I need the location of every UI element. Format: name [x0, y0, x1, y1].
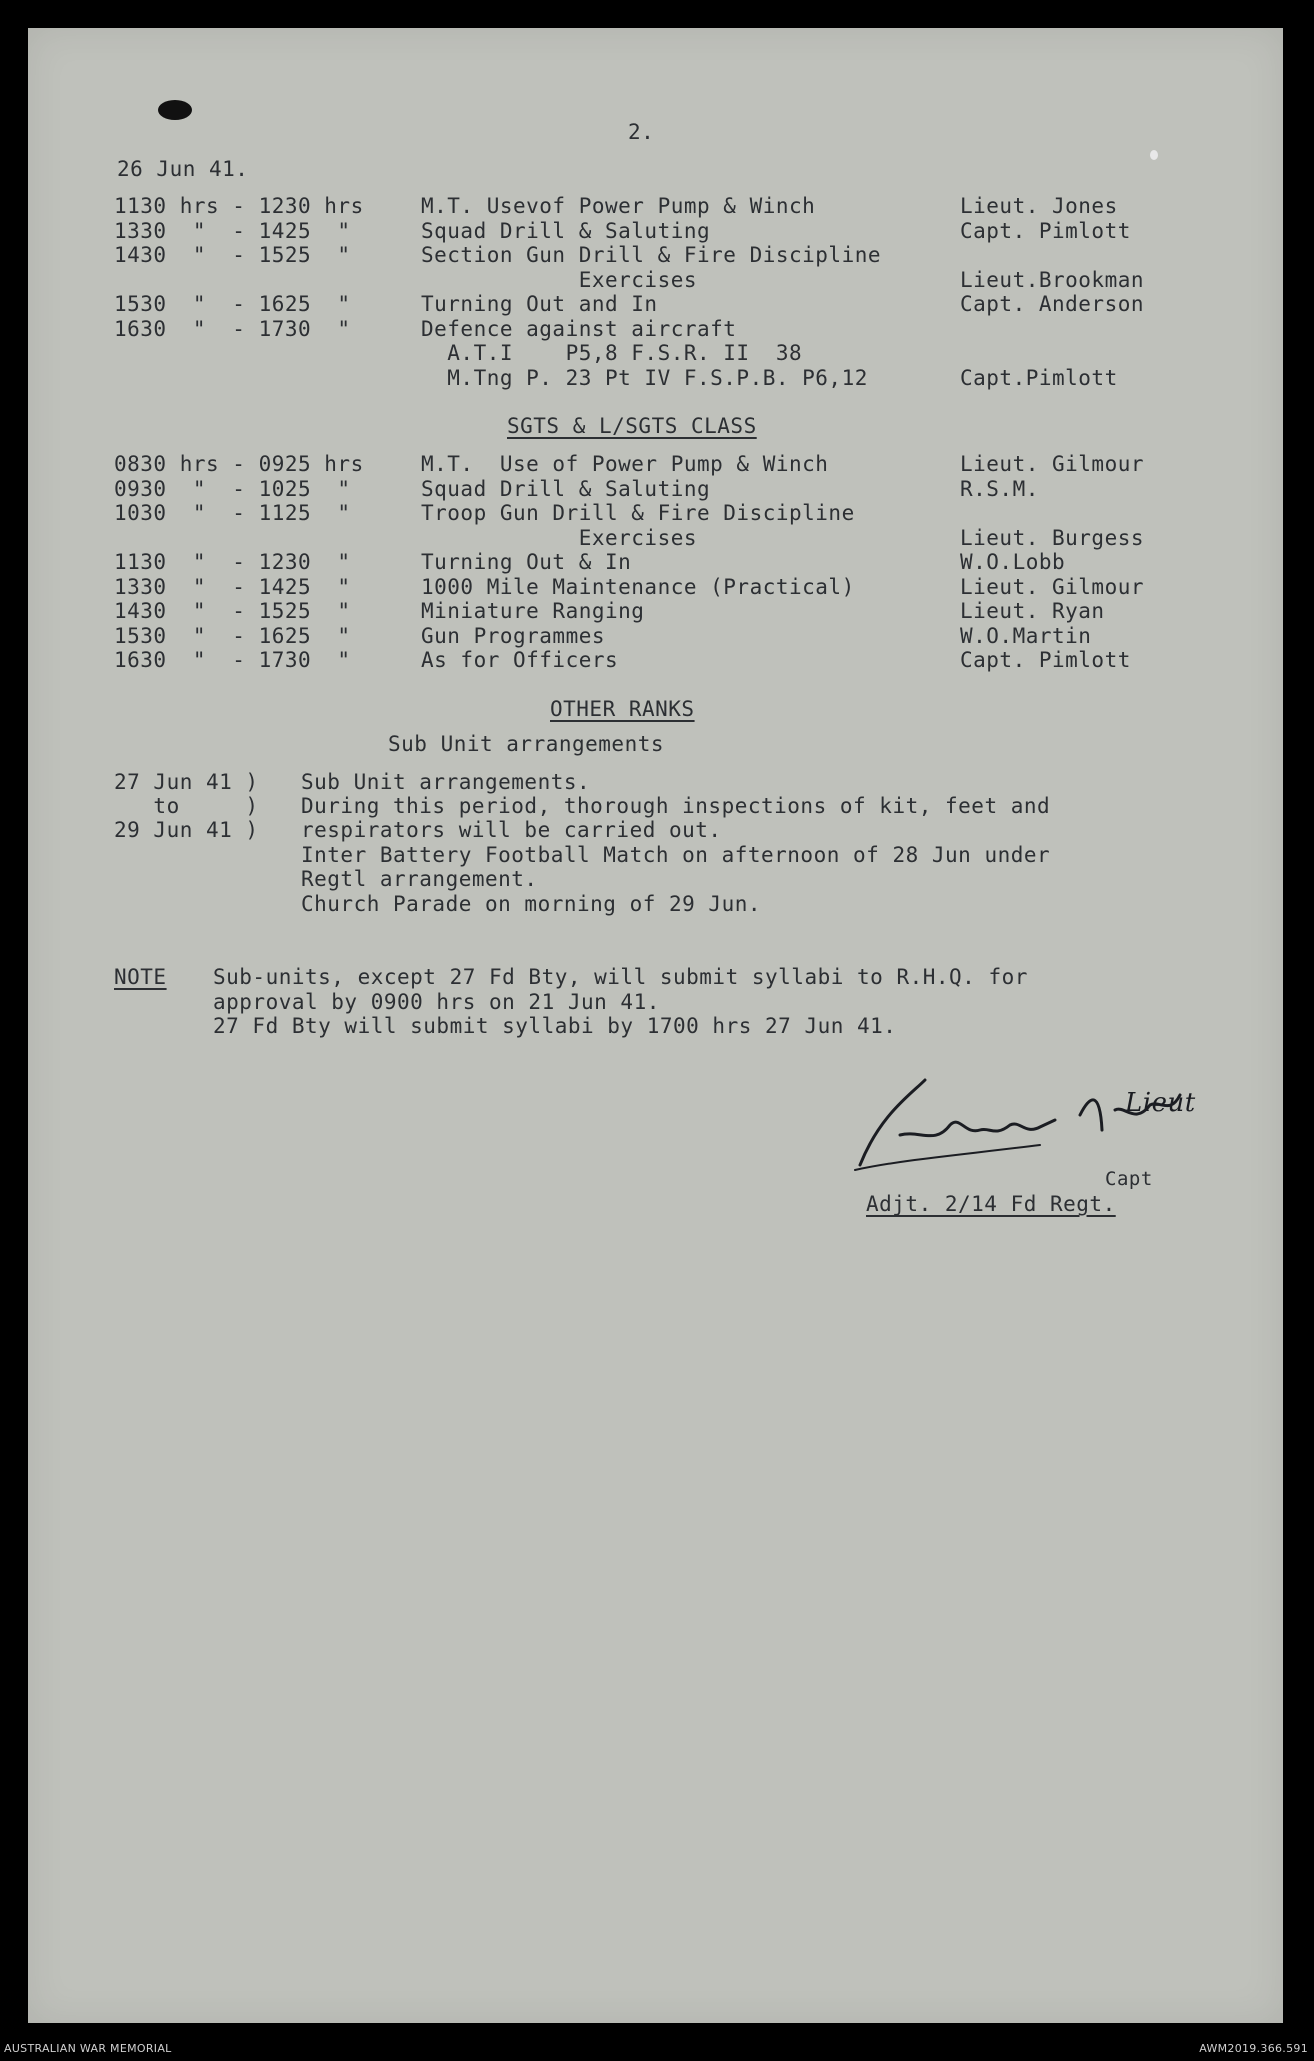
sub-unit-heading: Sub Unit arrangements [388, 732, 665, 756]
period-date: to ) [114, 794, 259, 818]
schedule-subject: Squad Drill & Saluting [421, 476, 711, 501]
schedule-time: 1330 " - 1425 " [114, 574, 351, 599]
schedule-subject: Squad Drill & Saluting [421, 218, 711, 243]
schedule-time: 1630 " - 1730 " [114, 316, 351, 341]
schedule-instructor: W.O.Lobb [960, 550, 1066, 574]
schedule-subject: Turning Out & In [421, 550, 632, 574]
signature-rank: Capt [1105, 1168, 1153, 1190]
schedule-subject: Turning Out and In [421, 292, 658, 316]
schedule-instructor: Lieut. Jones [960, 194, 1118, 218]
schedule-subject: Troop Gun Drill & Fire Discipline [421, 501, 855, 525]
schedule-instructor: Capt. Anderson [960, 292, 1145, 316]
period-line: Sub Unit arrangements. [301, 770, 591, 794]
schedule-subject: Exercises [421, 267, 698, 292]
schedule-time: 1530 " - 1625 " [114, 623, 351, 648]
schedule-subject: 1000 Mile Maintenance (Practical) [421, 574, 855, 599]
schedule-time: 0830 hrs - 0925 hrs [114, 452, 364, 476]
signature-title: Adjt. 2/14 Fd Regt. [866, 1192, 1116, 1216]
schedule-instructor: Capt. Pimlott [960, 648, 1131, 672]
schedule-subject: As for Officers [421, 648, 619, 672]
schedule-time: 1330 " - 1425 " [114, 218, 351, 243]
period-date: 29 Jun 41 ) [114, 818, 259, 842]
schedule-instructor: Lieut. Gilmour [960, 452, 1145, 476]
schedule-instructor: R.S.M. [960, 476, 1039, 501]
schedule-instructor: Lieut.Brookman [960, 267, 1145, 292]
schedule-instructor: Lieut. Ryan [960, 599, 1105, 623]
schedule-subject: Miniature Ranging [421, 599, 645, 623]
schedule-subject: Section Gun Drill & Fire Discipline [421, 243, 882, 267]
schedule-time: 0930 " - 1025 " [114, 476, 351, 501]
note-line: 27 Fd Bty will submit syllabi by 1700 hrs 27 Jun 41. [213, 1014, 897, 1038]
footer-right: AWM2019.366.591 [1199, 2042, 1308, 2055]
schedule-date: 26 Jun 41. [117, 157, 249, 181]
punch-hole [158, 100, 192, 120]
schedule-time: 1430 " - 1525 " [114, 243, 351, 267]
schedule-time: 1030 " - 1125 " [114, 501, 351, 525]
footer-left: AUSTRALIAN WAR MEMORIAL [4, 2042, 172, 2055]
period-line: Inter Battery Football Match on afternoon of 28 Jun under [301, 843, 1051, 867]
period-line: respirators will be carried out. [301, 818, 722, 842]
period-line: Church Parade on morning of 29 Jun. [301, 892, 762, 916]
schedule-subject: M.T. Usevof Power Pump & Winch [421, 194, 816, 218]
page-number: 2. [628, 120, 655, 144]
schedule-instructor: Capt. Pimlott [960, 218, 1131, 243]
note-line: Sub-units, except 27 Fd Bty, will submit syllabi to R.H.Q. for [213, 965, 1028, 989]
schedule-subject: Gun Programmes [421, 623, 606, 648]
schedule-subject: Exercises [421, 525, 698, 550]
schedule-instructor: Capt.Pimlott [960, 365, 1118, 390]
period-line: During this period, thorough inspections of kit, feet and [301, 794, 1051, 818]
schedule-time: 1130 " - 1230 " [114, 550, 351, 574]
schedule-time: 1530 " - 1625 " [114, 292, 351, 316]
schedule-subject: M.Tng P. 23 Pt IV F.S.P.B. P6,12 [421, 365, 868, 390]
note-label: NOTE [114, 965, 167, 989]
schedule-time: 1130 hrs - 1230 hrs [114, 194, 364, 218]
note-line: approval by 0900 hrs on 21 Jun 41. [213, 990, 660, 1014]
schedule-instructor: Lieut. Gilmour [960, 574, 1145, 599]
sgts-heading: SGTS & L/SGTS CLASS [507, 414, 757, 438]
period-line: Regtl arrangement. [301, 867, 538, 891]
schedule-instructor: W.O.Martin [960, 623, 1092, 648]
schedule-instructor: Lieut. Burgess [960, 525, 1145, 550]
period-date: 27 Jun 41 ) [114, 770, 259, 794]
schedule-subject: Defence against aircraft [421, 316, 737, 341]
schedule-subject: M.T. Use of Power Pump & Winch [421, 452, 829, 476]
schedule-time: 1630 " - 1730 " [114, 648, 351, 672]
punch-hole [1150, 150, 1158, 160]
schedule-time: 1430 " - 1525 " [114, 599, 351, 623]
signature-annotation: Lieut [1125, 1088, 1196, 1118]
schedule-subject: A.T.I P5,8 F.S.R. II 38 [421, 341, 803, 365]
other-ranks-heading: OTHER RANKS [550, 697, 695, 721]
